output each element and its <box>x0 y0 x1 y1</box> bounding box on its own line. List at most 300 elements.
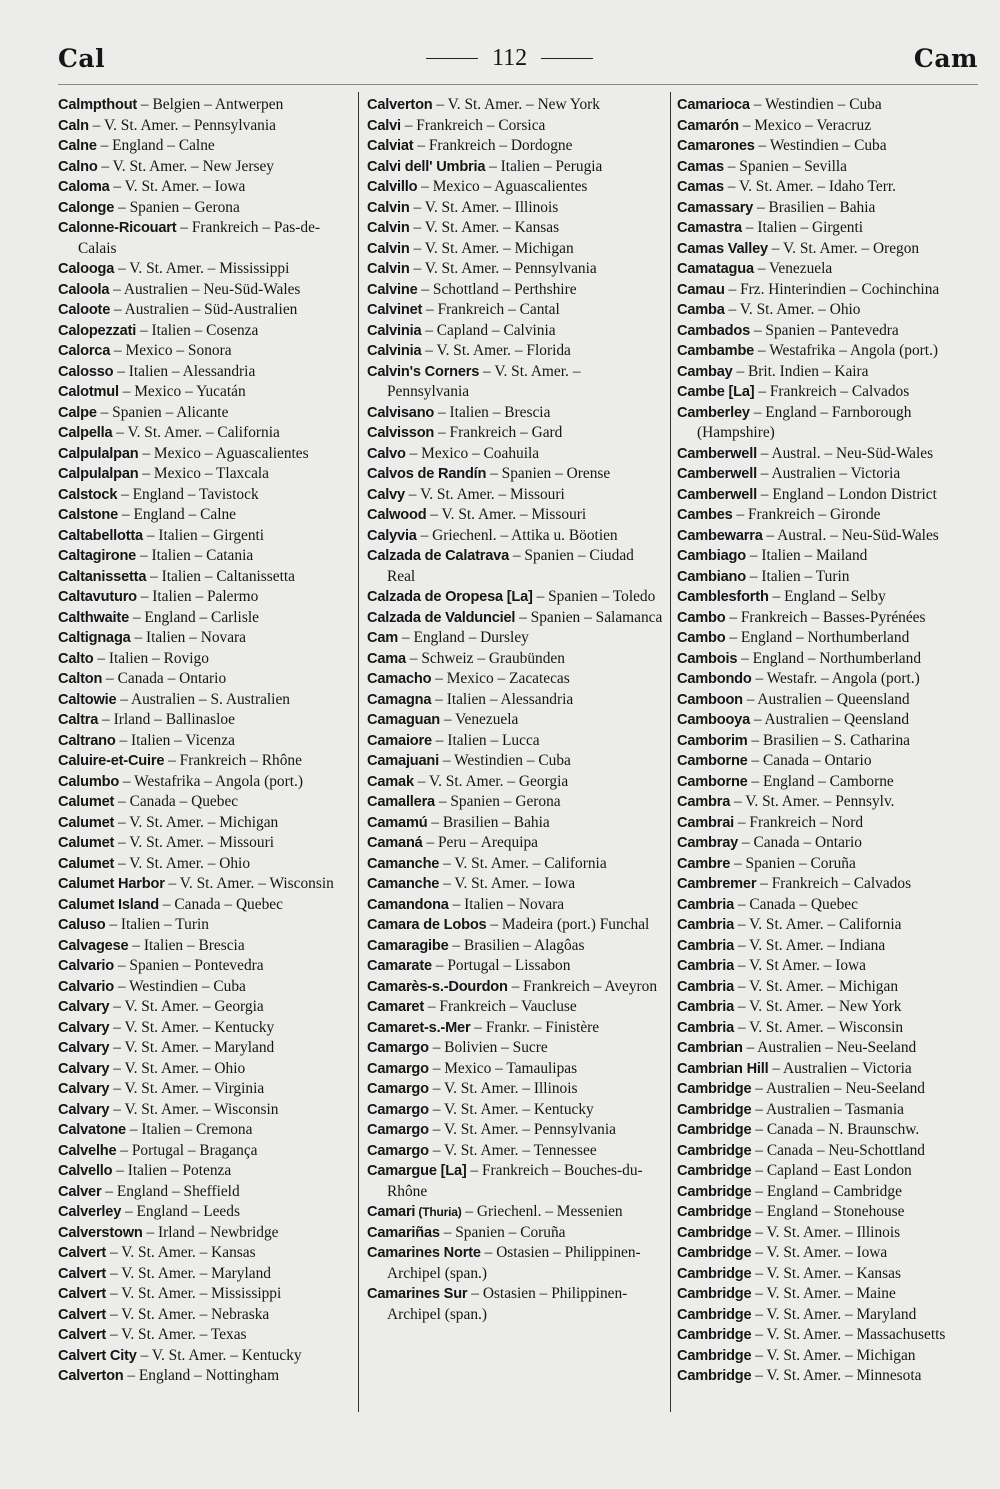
entry-headword-text: Camarate <box>367 958 432 974</box>
entry <box>677 1161 977 1182</box>
entry-location: – V. St. Amer. – Kentucky <box>109 1018 275 1036</box>
entry-headword-text: Camargo <box>367 1040 429 1056</box>
entry-location: – Australien – Victoria <box>768 1059 912 1077</box>
entry-location: – England – Carlisle <box>128 608 259 626</box>
entry-headword-text: Cambridge <box>677 1286 752 1302</box>
entry-headword-text: Cambridge <box>677 1163 752 1179</box>
entry-headword-text: Calonne-Ricouart <box>58 220 177 236</box>
entry-headword <box>367 1204 462 1220</box>
entry-headword <box>677 1225 751 1241</box>
entry <box>677 690 977 711</box>
entry-location: – V. St. Amer. – California <box>439 854 607 872</box>
entry-headword-text: Camacho <box>367 671 432 687</box>
entry-headword <box>677 323 750 339</box>
entry <box>367 772 665 793</box>
entry <box>367 1284 665 1325</box>
entry-headword-text: Cambewarra <box>677 527 763 544</box>
entry-location: – Italien – Potenza <box>112 1162 232 1179</box>
entry-headword <box>367 405 434 421</box>
entry-headword-text: Cambridge <box>677 1327 752 1343</box>
entry <box>367 1223 665 1244</box>
entry <box>58 280 350 301</box>
entry-headword-text: Calvy <box>367 486 405 503</box>
entry-headword <box>58 733 116 749</box>
entry <box>677 95 977 116</box>
entry-headword <box>677 610 725 626</box>
entry <box>367 321 665 342</box>
entry-headword-text: Camara de Lobos <box>367 917 487 933</box>
entry-location: – Portugal – Lissabon <box>431 957 571 974</box>
entry <box>367 157 665 178</box>
entry-headword-text: Calvin <box>367 261 410 277</box>
entry-headword <box>367 815 427 831</box>
entry-location: – V. St. Amer. – Kansas <box>409 219 560 236</box>
entry-headword <box>367 1163 467 1179</box>
entry <box>677 259 977 280</box>
entry-location: – Italien – Girgenti <box>741 219 864 236</box>
column-divider-2 <box>670 92 671 1412</box>
header-left-keyword: Cal <box>58 43 106 73</box>
entry-headword <box>677 548 746 564</box>
entry-headword-text: Calverton <box>58 1368 124 1384</box>
entry-headword <box>677 589 769 605</box>
entry-location: – Griechenl. – Attika u. Böotien <box>416 526 618 544</box>
entry-headword <box>677 1143 751 1159</box>
entry-location: – Spanien – Orense <box>486 465 611 482</box>
entry-headword <box>58 405 97 421</box>
entry <box>677 1018 977 1039</box>
entry-headword-text: Cambo <box>677 630 726 646</box>
entry <box>58 1120 350 1141</box>
entry <box>58 1141 350 1162</box>
entry <box>367 116 665 137</box>
entry-headword <box>677 835 738 851</box>
entry-headword-text: Camargo <box>367 1122 429 1138</box>
entry-headword <box>677 1204 751 1220</box>
entry-headword-text: Cambiago <box>677 548 746 564</box>
entry <box>677 198 977 219</box>
entry <box>367 936 665 957</box>
entry-location: – Frankreich – Pas-de-Calais <box>78 219 321 257</box>
entry-headword <box>677 159 724 175</box>
entry <box>367 792 665 813</box>
entry-headword-text: Cambria <box>677 978 734 995</box>
entry-headword-text: Camajuani <box>367 753 440 769</box>
entry <box>58 464 350 485</box>
entry-headword <box>58 753 164 769</box>
entry-location: – V. St. Amer. – Ohio <box>109 1059 246 1077</box>
entry-location: – England – Stonehouse <box>751 1203 905 1220</box>
entry <box>58 198 350 219</box>
entry <box>367 239 665 260</box>
entry-headword-text: Camarón <box>677 117 739 134</box>
entry-headword <box>367 282 418 298</box>
entry-location: – V. St. Amer. – Massachusetts <box>751 1326 946 1343</box>
entry-headword-text: Calvillo <box>367 179 418 195</box>
entry <box>677 792 977 813</box>
entry-headword-text: Camallera <box>367 794 435 810</box>
entry-headword-text: Calvary <box>58 1060 110 1077</box>
entry-location: – Italien – Alessandria <box>113 362 256 380</box>
entry-headword <box>677 446 757 462</box>
entry-location: – Westindien – Cuba <box>754 137 887 154</box>
entry-location: – V. St. Amer. – New York <box>432 96 600 113</box>
entry-headword <box>58 999 109 1015</box>
entry <box>677 464 977 485</box>
entry-headword <box>677 364 733 380</box>
entry <box>367 464 665 485</box>
entry-headword <box>367 548 509 564</box>
page-number-group <box>426 45 593 72</box>
entry-headword-text: Cambridge <box>677 1347 752 1364</box>
entry-location: – Australien – Queensland <box>742 690 910 708</box>
entry-headword <box>677 1102 751 1118</box>
entry-headword <box>58 1348 137 1364</box>
entry-headword <box>58 282 109 298</box>
entry <box>58 1038 350 1059</box>
entry-headword <box>58 835 114 851</box>
entry <box>367 136 665 157</box>
entry-location: – V. St. Amer. – Kentucky <box>428 1100 594 1118</box>
entry-headword <box>58 220 176 236</box>
entry-location: – Italien – Turin <box>745 567 850 585</box>
entry-location: – Australien – Tasmania <box>751 1100 904 1118</box>
entry <box>58 915 350 936</box>
entry <box>58 423 350 444</box>
entry <box>677 362 977 383</box>
entry-location: – England – Tavistock <box>117 485 259 503</box>
entry-headword-text: Calverley <box>58 1204 122 1220</box>
entry-location: – Mexico – Coahuila <box>405 444 540 462</box>
entry-location: – V. St. Amer. – Pennsylv. <box>730 793 895 810</box>
entry-headword <box>58 1204 121 1220</box>
entry-headword <box>367 774 414 790</box>
entry <box>58 116 350 137</box>
entry <box>677 157 977 178</box>
entry <box>677 587 977 608</box>
entry <box>677 669 977 690</box>
entry-headword <box>58 692 116 708</box>
page-header <box>58 40 978 76</box>
entry-headword <box>677 487 757 503</box>
entry <box>677 649 977 670</box>
entry-headword-text: Camboon <box>677 691 743 708</box>
entry-headword-text: Camanche <box>367 855 440 872</box>
entry-headword-text: Calvatone <box>58 1122 126 1138</box>
entry-location: – Italien – Rovigo <box>93 649 209 667</box>
entry-location: – Peru – Arequipa <box>422 834 539 851</box>
entry <box>367 608 665 629</box>
entry-headword <box>367 118 401 134</box>
entry-headword-text: Calne <box>58 138 97 154</box>
entry-headword <box>677 343 754 359</box>
entry-headword <box>58 1266 106 1282</box>
entry-location: – Italien – Vicenza <box>115 731 235 749</box>
entry-headword-text: Calorca <box>58 343 111 359</box>
entry-headword <box>367 1102 429 1118</box>
entry-headword <box>367 343 421 359</box>
entry-location: – Ostasien – Philippinen-Archipel (span.) <box>387 1285 628 1323</box>
entry-location: – Australien – Qeensland <box>750 711 910 728</box>
entry-location: – Mexico – Veracruz <box>738 116 872 134</box>
entry-headword <box>677 1040 743 1056</box>
entry-location: – Spanien – Alicante <box>96 403 229 421</box>
entry <box>58 956 350 977</box>
entry-headword <box>367 487 405 503</box>
entry <box>677 505 977 526</box>
entry-location: – Irland – Newbridge <box>142 1223 279 1241</box>
entry <box>58 895 350 916</box>
entry <box>367 731 665 752</box>
entry-headword-text: Calvos de Randín <box>367 466 487 482</box>
entry <box>677 218 977 239</box>
entry-headword-text: Cambria <box>677 896 734 913</box>
entry <box>58 587 350 608</box>
entry <box>677 1305 977 1326</box>
entry-location: – V. St. Amer. – Kansas <box>106 1244 256 1261</box>
entry-headword-text: Calvagese <box>58 937 129 954</box>
entry-location: – V. St. Amer. – New York <box>734 998 902 1015</box>
entry-headword <box>677 815 734 831</box>
entry-headword <box>367 466 486 482</box>
entry <box>58 1059 350 1080</box>
entry-location: – Frankreich – Gard <box>434 424 563 441</box>
entry-location: – V. St. Amer. – Maryland <box>751 1305 917 1323</box>
entry-headword-text: Cambria <box>677 999 734 1015</box>
entry-headword-text: Calumet <box>58 855 115 872</box>
entry <box>58 731 350 752</box>
entry <box>367 403 665 424</box>
entry-headword-text: Cambambe <box>677 343 755 359</box>
entry-headword-text: Calvary <box>58 1081 110 1097</box>
entry-location: – Mexico – Zacatecas <box>431 670 570 687</box>
entry-location: – V. St. Amer. – Kentucky <box>136 1346 302 1364</box>
entry <box>367 341 665 362</box>
entry-headword <box>367 712 440 728</box>
entry <box>367 1141 665 1162</box>
entry <box>58 1182 350 1203</box>
entry <box>367 1202 665 1223</box>
entry-headword-text: Calvinia <box>367 322 422 339</box>
entry-headword-text: Caltabellotta <box>58 527 143 544</box>
entry-headword-text: Calwood <box>367 507 427 523</box>
entry-location: – Capland – East London <box>751 1162 912 1179</box>
entry-headword <box>58 979 114 995</box>
entry-location: – Spanien – Pantevedra <box>750 321 899 339</box>
entry-location: – V. St. Amer. – Michigan <box>114 813 279 831</box>
entry-location: – V. St. Amer. – Maryland <box>106 1264 271 1282</box>
entry-headword-text: Camaguan <box>367 712 441 728</box>
entry-headword-text: Cambooya <box>677 712 751 728</box>
entry-headword <box>367 733 432 749</box>
entry-location: – V. St. Amer. – Maine <box>751 1285 896 1302</box>
entry <box>367 977 665 998</box>
entry-headword <box>58 671 102 687</box>
entry-headword-text: Cambridge <box>677 1306 752 1323</box>
entry-headword-text: Calto <box>58 650 94 667</box>
entry-headword-text: Calvin's Corners <box>367 363 480 380</box>
entry-location: – Spanien – Toledo <box>532 588 656 605</box>
entry-headword <box>367 528 417 544</box>
entry-headword-text: Camargue [La] <box>367 1163 467 1179</box>
entry <box>367 1100 665 1121</box>
entry <box>677 1202 977 1223</box>
entry-headword-text: Calvert <box>58 1286 107 1302</box>
entry-headword <box>58 425 112 441</box>
entry <box>58 854 350 875</box>
entry-headword <box>58 589 137 605</box>
entry-headword-text: Caltanissetta <box>58 568 147 585</box>
entry-headword <box>367 1286 467 1302</box>
entry-headword <box>367 1245 481 1261</box>
entry <box>58 95 350 116</box>
entry-location: – V. St. Amer. – Wisconsin <box>164 875 334 892</box>
entry-headword <box>58 138 97 154</box>
entry-location: – Ostasien – Philippinen-Archipel (span.) <box>387 1244 641 1282</box>
entry <box>58 710 350 731</box>
entry-location: – V. St. Amer. – Iowa <box>109 178 246 195</box>
header-divider <box>58 84 978 85</box>
entry <box>677 382 977 403</box>
entry-headword <box>367 589 533 605</box>
entry <box>677 136 977 157</box>
entry-headword <box>677 1163 751 1179</box>
entry <box>58 874 350 895</box>
entry-headword-text: Calonge <box>58 199 115 216</box>
entry <box>677 731 977 752</box>
entry-headword-text: Cambois <box>677 650 738 667</box>
entry-headword-text: Cam <box>367 630 399 646</box>
entry-headword-text: Calopezzati <box>58 322 137 339</box>
entry-headword <box>58 1122 126 1138</box>
entry-headword-text: Calvello <box>58 1163 113 1179</box>
entry <box>677 1223 977 1244</box>
entry-headword <box>58 1020 109 1036</box>
entry-location: – Madeira (port.) Funchal <box>486 916 650 933</box>
entry <box>58 259 350 280</box>
entry-headword-text: Camba <box>677 302 725 318</box>
entry <box>58 382 350 403</box>
entry-location: – V. St. Amer. – Maryland <box>109 1039 275 1056</box>
entry-headword-text: Calvo <box>367 445 406 462</box>
entry-location: – V. St. Amer. – Iowa <box>439 875 576 892</box>
entry-headword-text: Calumet Island <box>58 896 160 913</box>
entry <box>677 997 977 1018</box>
entry <box>58 1079 350 1100</box>
entry-location: – Mexico – Tlaxcala <box>138 465 270 482</box>
entry-headword <box>677 241 768 257</box>
entry-headword-text: Caltagirone <box>58 548 137 564</box>
entry-headword <box>677 302 725 318</box>
entry-headword <box>58 1225 143 1241</box>
entry <box>58 628 350 649</box>
entry-headword <box>677 856 730 872</box>
entry-headword-text: Cambes <box>677 507 733 523</box>
header-rule-right <box>541 58 593 59</box>
entry-location: – Westafrika – Angola (port.) <box>119 772 304 790</box>
entry-headword-text: Cambridge <box>677 1224 752 1241</box>
entry-location: – Italien – Novara <box>448 895 565 913</box>
entry <box>677 403 977 444</box>
entry-headword-text: Calvary <box>58 1101 110 1118</box>
entry-headword <box>367 425 434 441</box>
entry-location: – Italien – Perugia <box>485 157 603 175</box>
entry-headword <box>677 405 750 421</box>
entry-headword-text: Cambridge <box>677 1245 752 1261</box>
header-right-keyword: Cam <box>913 43 978 73</box>
entry-headword-text: Cambria <box>677 917 734 933</box>
entry-location: – Schottland – Perthshire <box>417 280 577 298</box>
entry-headword-text: Camargo <box>367 1142 429 1159</box>
entry <box>58 444 350 465</box>
entry-headword-text: Cambrai <box>677 814 734 831</box>
entry-location: – V. St. Amer. – Georgia <box>109 998 264 1015</box>
entry-headword <box>58 917 105 933</box>
entry-headword-text: Cambay <box>677 363 733 380</box>
entry-headword <box>367 1081 429 1097</box>
entry-headword-text: Camargo <box>367 1081 429 1097</box>
entry-location: – V. St. Amer. – Kansas <box>751 1264 901 1282</box>
entry-headword-text: Cambrian Hill <box>677 1060 769 1077</box>
entry-headword-text: Cambados <box>677 322 751 339</box>
entry <box>58 1284 350 1305</box>
entry <box>677 300 977 321</box>
entry-headword <box>58 897 159 913</box>
entry <box>58 136 350 157</box>
entry-location: – V. St. Amer. – Illinois <box>428 1080 578 1097</box>
entry <box>677 116 977 137</box>
entry-headword-text: Camas Valley <box>677 240 768 257</box>
entry <box>58 792 350 813</box>
entry <box>58 546 350 567</box>
entry <box>677 280 977 301</box>
entry-location: – Belgien – Antwerpen <box>137 96 284 113</box>
entry-headword-text: Camarines Sur <box>367 1286 468 1302</box>
entry-location: – Frankreich – Cantal <box>422 301 560 318</box>
entry-headword-text: Calpulalpan <box>58 445 139 462</box>
entry-location: – Spanien – Coruña <box>730 854 856 872</box>
entry-headword-text: Caloma <box>58 179 110 195</box>
entry-headword <box>677 630 725 646</box>
entry <box>367 546 665 587</box>
entry <box>677 546 977 567</box>
entry <box>58 567 350 588</box>
entry-headword-text: Camassary <box>677 199 754 216</box>
entry <box>367 751 665 772</box>
entry-headword <box>367 938 449 954</box>
entry-headword <box>58 118 89 134</box>
entry-headword-text: Cambridge <box>677 1081 752 1097</box>
entry-location: – Spanien – Gerona <box>434 793 561 810</box>
entry-headword <box>58 384 119 400</box>
entry <box>367 300 665 321</box>
entry-headword-text: Calvisano <box>367 404 435 421</box>
entry-headword-text: Cambo <box>677 609 726 626</box>
entry-headword <box>677 528 763 544</box>
entry-location: – Mexico – Tamaulipas <box>428 1059 578 1077</box>
entry-headword <box>58 159 98 175</box>
entry-headword <box>367 897 449 913</box>
entry-location: – Spanien – Coruña <box>439 1223 566 1241</box>
entry-location: – Italien – Palermo <box>136 588 259 605</box>
entry-location: – V. St. Amer. – Pennsylvania <box>88 116 276 134</box>
entry-location: – Canada – Quebec <box>114 793 239 810</box>
entry <box>58 1202 350 1223</box>
entry <box>58 218 350 259</box>
entry <box>58 772 350 793</box>
entry-headword <box>677 1266 751 1282</box>
entry-location: – V. St. Amer. – Michigan <box>734 977 899 995</box>
